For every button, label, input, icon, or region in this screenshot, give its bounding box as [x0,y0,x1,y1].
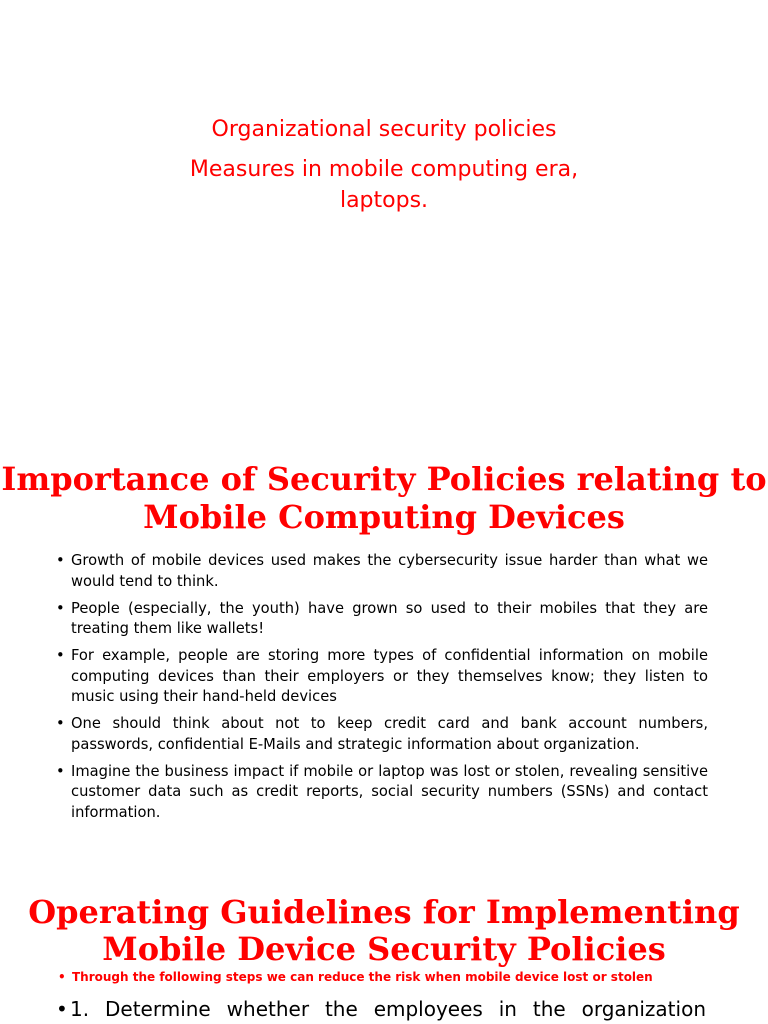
slide1-title-line2: Measures in mobile computing era, [189,157,579,182]
list-item [56,714,708,755]
bullet-icon: • [56,997,68,1021]
slide2-heading-line2: Mobile Computing Devices [143,498,625,536]
slide1-title-line1: Organizational security policies [211,117,557,142]
bullet-text: People (especially, the youth) have grown so used to their mobiles that they are treating them like wallets! [71,599,708,637]
bullet-icon: • [58,970,66,984]
slide3-heading-line1: Operating Guidelines for Implementing [28,893,740,931]
list-item [56,551,708,592]
bullet-icon: • [56,647,65,664]
bullet-icon: • [56,715,65,732]
subnote-text: Through the following steps we can reduce the risk when mobile device lost or stolen [72,970,653,984]
list-item [56,646,708,708]
list-item [56,599,708,640]
bullet-text: Imagine the business impact if mobile or laptop was lost or stolen, revealing sensitive customer data such as credit reports, social security numbers (SSNs) and contact information. [71,762,708,821]
list-item [56,762,708,824]
bullet-icon: • [56,762,65,780]
slide3-subnote [58,968,708,986]
step-text: 1. Determine whether the employees in the organization [70,997,706,1021]
slide3-heading-line2: Mobile Device Security Policies [102,930,666,968]
bullet-text: One should think about not to keep credit card and bank account numbers, passwords, confidential E-Mails and strategic information about organization. [71,715,708,753]
bullet-text: Growth of mobile devices used makes the cybersecurity issue harder than what we would tend to think. [71,552,708,590]
bullet-icon: • [56,552,65,569]
slide1-title-line3: laptops. [339,188,429,213]
slide3-step-1 [56,994,708,1024]
bullet-icon: • [56,599,65,617]
slide2-bullet-list [56,551,708,823]
slide2-heading-line1: Importance of Security Policies relating to [1,460,767,498]
bullet-text: For example, people are storing more types of confidential information on mobile computing devices than their employers or they themselves know; they listen to music using their hand-held devices [71,647,708,705]
